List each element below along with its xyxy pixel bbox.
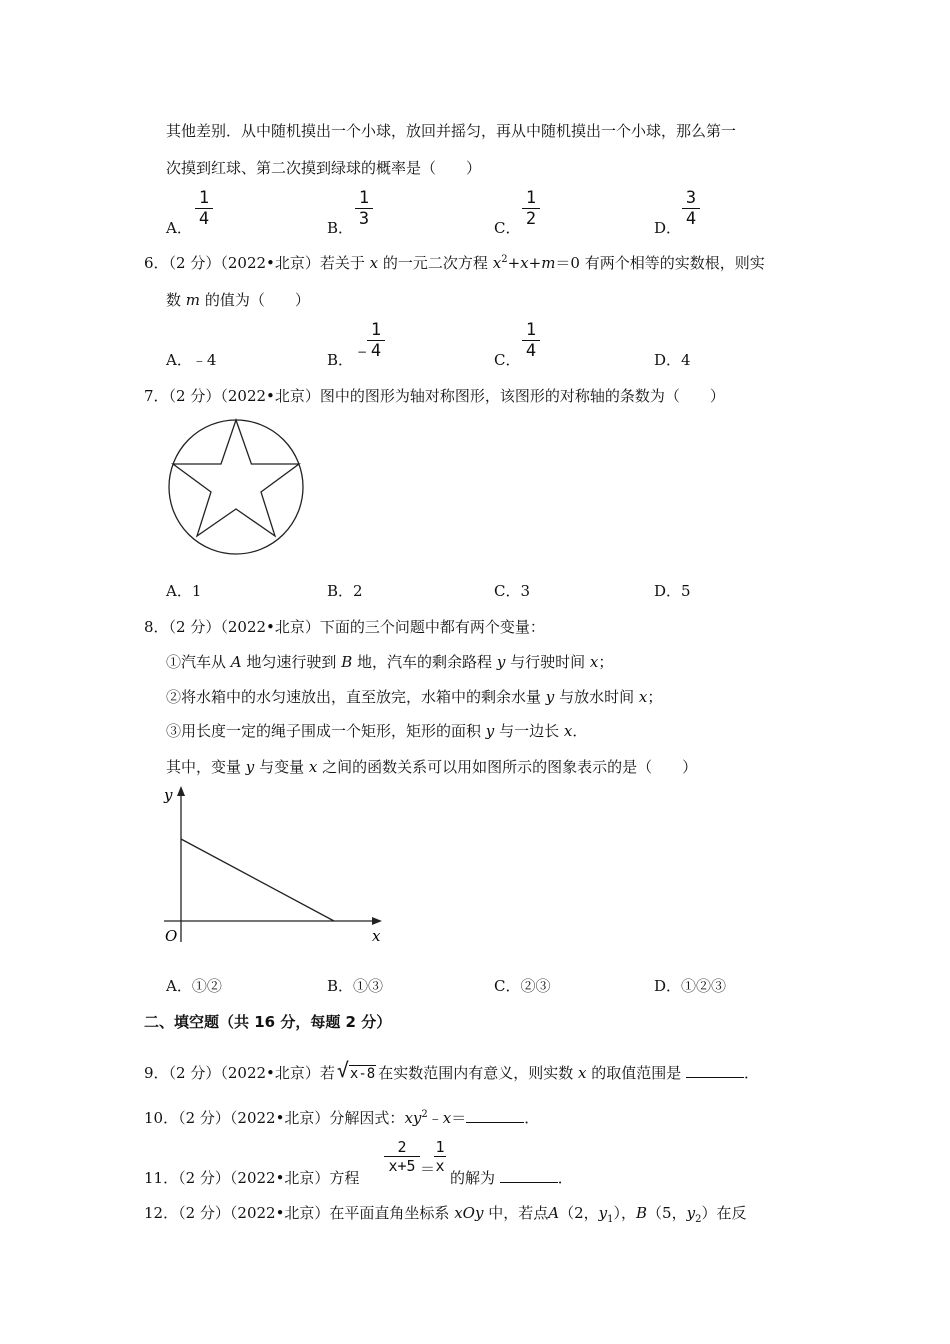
q7-option-c: C．3 xyxy=(494,582,531,600)
q9-radical: √ x-8 xyxy=(336,1058,376,1082)
q6-option-c-fraction: 1 4 xyxy=(520,321,542,360)
q8-stem: 8．（2 分）（2022•北京）下面的三个问题中都有两个变量： xyxy=(144,618,545,636)
q5-option-b-fraction: 1 3 xyxy=(353,189,375,228)
q5-option-c-fraction: 1 2 xyxy=(520,189,542,228)
q7-stem: 7．（2 分）（2022•北京）图中的图形为轴对称图形，该图形的对称轴的条数为（ ） xyxy=(144,387,725,405)
q8-option-a: A．①② xyxy=(166,977,222,995)
q6-option-c-label: C． xyxy=(494,351,521,369)
q5-option-d-fraction: 3 4 xyxy=(680,189,702,228)
q5-option-a-label: A． xyxy=(166,219,192,237)
q6-option-a: A．﹣4 xyxy=(166,351,217,369)
q8-item-2: ②将水箱中的水匀速放出，直至放完，水箱中的剩余水量 y 与放水时间 x； xyxy=(166,688,663,706)
q7-option-d: D．5 xyxy=(654,582,691,600)
q5-option-c-label: C． xyxy=(494,219,521,237)
q5-text-line1: 其他差别．从中随机摸出一个小球，放回并摇匀，再从中随机摸出一个小球，那么第一 xyxy=(166,122,737,140)
figure-circle xyxy=(169,420,303,554)
q8-question: 其中，变量 y 与变量 x 之间的函数关系可以用如图所示的图象表示的是（ ） xyxy=(166,758,698,776)
q11-fraction-1: 2 x+5 xyxy=(384,1139,420,1174)
q11-stem-suffix: 的解为 ． xyxy=(450,1169,573,1187)
graph-y-axis-arrow xyxy=(177,786,185,796)
q6-option-d: D．4 xyxy=(654,351,691,369)
q8-item-3: ③用长度一定的绳子围成一个矩形，矩形的面积 y 与一边长 x． xyxy=(166,722,588,740)
q11-stem-prefix: 11．（2 分）（2022•北京）方程 xyxy=(144,1169,360,1187)
q8-item-1: ①汽车从 A 地匀速行驶到 B 地，汽车的剩余路程 y 与行驶时间 x； xyxy=(166,653,614,671)
radical-sign-icon: √ xyxy=(336,1058,349,1082)
q7-option-b: B．2 xyxy=(327,582,363,600)
q8-option-d: D．①②③ xyxy=(654,977,727,995)
q8-option-c: C．②③ xyxy=(494,977,551,995)
graph-decreasing-line xyxy=(181,839,334,921)
q11-fraction-2: 1 x xyxy=(435,1138,445,1175)
graph-x-label: x xyxy=(372,927,381,945)
q5-option-a-fraction: 1 4 xyxy=(193,189,215,228)
q11-equals: ＝ xyxy=(420,1160,436,1178)
q11-answer-blank xyxy=(500,1168,558,1183)
q10-stem: 10．（2 分）（2022•北京）分解因式：$xy^2﹣x=$ ． xyxy=(144,1109,540,1127)
q6-stem: 6．（2 分）（2022•北京）若关于 x 的一元二次方程 $x^2+x+m=0$ 有两个相等的实数根，则实 xyxy=(144,254,765,272)
q6-option-b-fraction: 1 4 xyxy=(365,321,387,360)
q9-answer-blank xyxy=(686,1063,744,1078)
q5-option-d-label: D． xyxy=(654,219,682,237)
q10-answer-blank xyxy=(466,1108,524,1123)
q5-option-b-label: B． xyxy=(327,219,354,237)
q12-stem: 12．（2 分）（2022•北京）在平面直角坐标系 xOy 中，若点A（2，$y_1$），B（5，$y_2$）在反 xyxy=(144,1204,747,1225)
graph-y-label: y xyxy=(164,786,173,804)
q8-linear-graph xyxy=(160,782,390,950)
section-2-heading: 二、填空题（共 16 分，每题 2 分） xyxy=(144,1013,392,1031)
q8-option-b: B．①③ xyxy=(327,977,384,995)
graph-x-axis-arrow xyxy=(372,917,382,925)
q9-stem: 9．（2 分）（2022•北京）若 √ x-8 在实数范围内有意义，则实数 x 的取值范围是 ． xyxy=(144,1058,760,1082)
q6-option-b-label: B． xyxy=(327,351,354,369)
q7-option-a: A．1 xyxy=(166,582,202,600)
graph-origin-label: O xyxy=(165,927,178,945)
q6-stem-line2: 数 m 的值为（ ） xyxy=(166,291,310,309)
q5-text-line2: 次摸到红球、第二次摸到绿球的概率是（ ） xyxy=(166,159,482,177)
q6-option-b-sign: − xyxy=(357,345,368,359)
star-in-circle-figure xyxy=(165,416,307,558)
